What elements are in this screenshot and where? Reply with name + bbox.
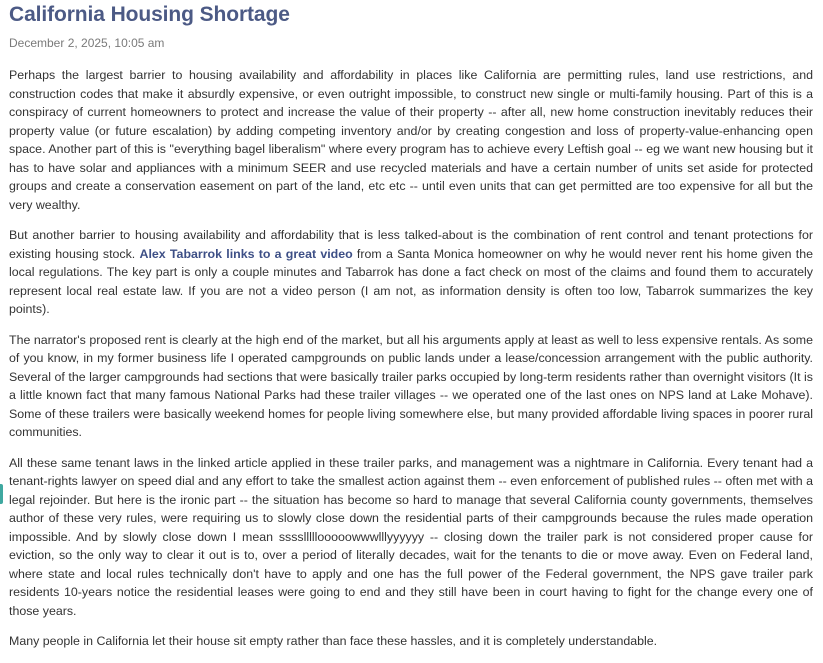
paragraph-2 [9, 226, 813, 319]
paragraph-2-lead-text: But another barrier to housing availability and affordability that is less talked-about is the combination of rent control and tenant protections for existing housing stock. [9, 228, 813, 261]
paragraph-5: Many people in California let their house sit empty rather than face these hassles, and it is completely understandable. [9, 634, 658, 648]
paragraph-2-trailing-text: from a Santa Monica homeowner on why he would never rent his home given the local regulations. The key part is only a couple minutes and Tabarrok has done a fact check on most of the claims and found them to accurately represent local real estate law. If you are not a video person (I am not, as information density is often too low, Tabarrok summarizes the key points). [9, 246, 813, 316]
paragraph-3: The narrator's proposed rent is clearly at the high end of the market, but all his arguments apply at least as well to less expensive rentals. As some of you know, in my former business life I operated campgrounds on public lands under a lease/concession arrangement with the public authority. Several of the larger campgrounds had sections that were basically trailer parks occupied by long-term residents rather than overnight visitors (It is a little known fact that many famous National Parks had these trailer villages -- we operated one of the last ones on NPS land at Lake Mohave). Some of these trailers were basically weekend homes for people living somewhere else, but many provided affordable living spaces in poorer rural communities. [9, 332, 813, 439]
post-date: December 2, 2025, 10:05 am [9, 36, 165, 50]
scroll-edge-marker [0, 484, 3, 504]
post-title[interactable]: California Housing Shortage [9, 3, 290, 26]
post-body [9, 66, 813, 651]
blog-post [9, 0, 813, 663]
paragraph-4: All these same tenant laws in the linked article applied in these trailer parks, and management was a nightmare in California. Every tenant had a tenant-rights lawyer on speed dial and any effort to take the smallest action against them -- even enforcement of published rules -- often met with a legal rejoinder. But here is the ironic part -- the situation has become so hard to manage that several California county governments, themselves author of these very rules, were requiring us to slowly close down the residential parts of their campgrounds because the rules made operation impossible. And by slowly close down I mean sssslllllooooowwwlllyyyyyy -- closing down the trailer park is not considered proper cause for eviction, so the only way to clear it out is to, over a period of literally decades, wait for the tenants to die or move away. Even on Federal land, where state and local rules technically don't have to apply and one has the full power of the Federal government, the NPS gave trailer park residents 10-years notice the residential leases were going to end and they still have been in court having to fight for the change every one of those years. [9, 455, 813, 618]
paragraph-1: Perhaps the largest barrier to housing availability and affordability in places like California are permitting rules, land use restrictions, and construction codes that make it absurdly expensive, or even outright impossible, to construct new single or multi-family housing. Part of this is a conspiracy of current homeowners to protect and increase the value of their property -- after all, new home construction inevitably reduces their property value (or future escalation) by adding competing inventory and/or by creating congestion and loss of property-value-enhancing open space. Another part of this is "everything bagel liberalism" where every program has to achieve every Leftish goal -- eg we want new housing but it has to have solar and appliances with a minimum SEER and use recycled materials and have a certain number of units set aside for protected groups and create a conservation easement on part of the land, etc etc -- until even units that can get permitted are too expensive for all but the very wealthy. [9, 68, 813, 212]
tabarrok-video-link[interactable]: Alex Tabarrok links to a great video [139, 246, 353, 261]
